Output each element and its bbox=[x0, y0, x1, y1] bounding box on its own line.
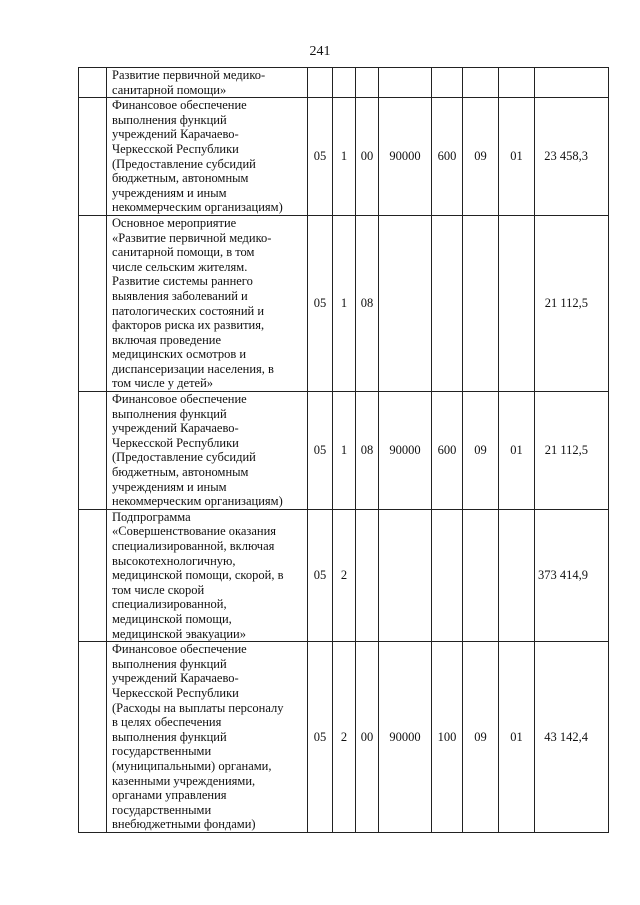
subsection-cell: 01 bbox=[499, 642, 535, 833]
blank-cell bbox=[79, 392, 107, 510]
program-code-cell: 2 bbox=[333, 509, 356, 641]
item-name-line: диспансеризации населения, в bbox=[112, 361, 274, 376]
blank-cell bbox=[79, 642, 107, 833]
subsection-cell bbox=[499, 215, 535, 391]
item-name-line: высокотехнологичную, bbox=[112, 553, 236, 568]
item-name-cell bbox=[107, 215, 308, 391]
expense-type-cell bbox=[432, 509, 463, 641]
item-name-line: Финансовое обеспечение bbox=[112, 642, 247, 657]
item-name-line: числе сельским жителям. bbox=[112, 259, 248, 274]
item-name-line: учреждений Карачаево- bbox=[112, 421, 239, 436]
item-name-line: государственными bbox=[112, 802, 212, 817]
item-name-line: (муниципальными) органами, bbox=[112, 758, 272, 773]
item-name-line: «Совершенствование оказания bbox=[112, 524, 277, 539]
page-number: 241 bbox=[309, 44, 331, 59]
item-name-line: Подпрограмма bbox=[112, 509, 191, 524]
item-name-line: включая проведение bbox=[112, 332, 222, 347]
item-name-line: (Предоставление субсидий bbox=[112, 156, 256, 171]
item-name-line: выполнения функций bbox=[112, 656, 227, 671]
item-name-line: Развитие первичной медико- bbox=[112, 68, 266, 82]
item-name-line: факторов риска их развития, bbox=[112, 318, 265, 333]
amount-cell: 23 458,3 bbox=[535, 98, 609, 216]
item-name-line: учреждениям и иным bbox=[112, 185, 227, 200]
program-code-cell: 1 bbox=[333, 392, 356, 510]
item-name-line: Финансовое обеспечение bbox=[112, 98, 247, 113]
item-name-line: некоммерческим организациям) bbox=[112, 494, 283, 509]
subprogram-code-cell: 00 bbox=[356, 98, 379, 216]
section-cell bbox=[463, 509, 499, 641]
target-code-cell: 90000 bbox=[379, 642, 432, 833]
item-name-line: выполнения функций bbox=[112, 729, 227, 744]
item-name-cell bbox=[107, 98, 308, 216]
item-name-line: выполнения функций bbox=[112, 112, 227, 127]
item-name-line: санитарной помощи, в том bbox=[112, 245, 255, 260]
section-code-cell: 05 bbox=[308, 215, 333, 391]
item-name-line: Черкесской Республики bbox=[112, 435, 239, 450]
subsection-cell bbox=[499, 509, 535, 641]
budget-table bbox=[78, 67, 609, 833]
item-name-line: учреждений Карачаево- bbox=[112, 127, 239, 142]
item-name-line: Финансовое обеспечение bbox=[112, 392, 247, 407]
item-name-line: в целях обеспечения bbox=[112, 715, 222, 730]
item-name-line: Черкесской Республики bbox=[112, 685, 239, 700]
item-name-line: санитарной помощи» bbox=[112, 82, 227, 97]
program-code-cell: 2 bbox=[333, 642, 356, 833]
item-name-line: Развитие системы раннего bbox=[112, 274, 253, 289]
budget-table-body bbox=[79, 68, 609, 833]
item-name-line: Основное мероприятие bbox=[112, 215, 237, 230]
item-name-line: бюджетным, автономным bbox=[112, 171, 249, 186]
table-row bbox=[79, 68, 609, 98]
section-code-cell: 05 bbox=[308, 392, 333, 510]
blank-cell bbox=[79, 509, 107, 641]
table-row bbox=[79, 509, 609, 641]
amount-cell: 21 112,5 bbox=[535, 215, 609, 391]
item-name-line: медицинских осмотров и bbox=[112, 347, 247, 362]
table-row bbox=[79, 98, 609, 216]
expense-type-cell: 600 bbox=[432, 98, 463, 216]
item-name-cell bbox=[107, 509, 308, 641]
item-name-cell bbox=[107, 68, 308, 98]
item-name-line: выполнения функций bbox=[112, 406, 227, 421]
expense-type-cell bbox=[432, 215, 463, 391]
table-row bbox=[79, 642, 609, 833]
blank-cell bbox=[79, 98, 107, 216]
section-code-cell: 05 bbox=[308, 509, 333, 641]
item-name-line: казенными учреждениями, bbox=[112, 773, 256, 788]
expense-type-cell: 100 bbox=[432, 642, 463, 833]
item-name-line: (Расходы на выплаты персоналу bbox=[112, 700, 284, 715]
subprogram-code-cell bbox=[356, 68, 379, 98]
expense-type-cell: 600 bbox=[432, 392, 463, 510]
item-name-line: бюджетным, автономным bbox=[112, 465, 249, 480]
amount-cell: 43 142,4 bbox=[535, 642, 609, 833]
expense-type-cell bbox=[432, 68, 463, 98]
item-name-line: том числе у детей» bbox=[112, 376, 214, 391]
blank-cell bbox=[79, 215, 107, 391]
item-name-line: патологических состояний и bbox=[112, 303, 265, 318]
item-name-line: учреждений Карачаево- bbox=[112, 671, 239, 686]
section-code-cell bbox=[308, 68, 333, 98]
item-name-line: государственными bbox=[112, 744, 212, 759]
subprogram-code-cell: 08 bbox=[356, 215, 379, 391]
amount-cell bbox=[535, 68, 609, 98]
target-code-cell bbox=[379, 215, 432, 391]
subprogram-code-cell: 00 bbox=[356, 642, 379, 833]
item-name-line: медицинской помощи, bbox=[112, 611, 232, 626]
blank-cell bbox=[79, 68, 107, 98]
item-name-line: «Развитие первичной медико- bbox=[112, 230, 272, 245]
section-code-cell: 05 bbox=[308, 98, 333, 216]
target-code-cell: 90000 bbox=[379, 392, 432, 510]
item-name-cell bbox=[107, 392, 308, 510]
section-cell bbox=[463, 68, 499, 98]
item-name-line: некоммерческим организациям) bbox=[112, 200, 283, 215]
item-name-line: внебюджетными фондами) bbox=[112, 817, 256, 832]
amount-cell: 373 414,9 bbox=[535, 509, 609, 641]
table-row bbox=[79, 215, 609, 391]
subprogram-code-cell: 08 bbox=[356, 392, 379, 510]
program-code-cell: 1 bbox=[333, 215, 356, 391]
subsection-cell: 01 bbox=[499, 98, 535, 216]
subsection-cell bbox=[499, 68, 535, 98]
section-cell: 09 bbox=[463, 98, 499, 216]
section-cell bbox=[463, 215, 499, 391]
item-name-line: выявления заболеваний и bbox=[112, 288, 248, 303]
table-row bbox=[79, 392, 609, 510]
item-name-line: учреждениям и иным bbox=[112, 479, 227, 494]
item-name-line: специализированной, bbox=[112, 597, 227, 612]
item-name-line: медицинской помощи, скорой, в bbox=[112, 568, 284, 583]
subsection-cell: 01 bbox=[499, 392, 535, 510]
item-name-line: том числе скорой bbox=[112, 582, 205, 597]
program-code-cell: 1 bbox=[333, 98, 356, 216]
item-name-line: медицинской эвакуации» bbox=[112, 626, 246, 641]
item-name-line: специализированной, включая bbox=[112, 539, 275, 553]
section-code-cell: 05 bbox=[308, 642, 333, 833]
item-name-cell bbox=[107, 642, 308, 833]
target-code-cell bbox=[379, 68, 432, 98]
item-name-line: Черкесской Республики bbox=[112, 141, 239, 156]
target-code-cell bbox=[379, 509, 432, 641]
target-code-cell: 90000 bbox=[379, 98, 432, 216]
program-code-cell bbox=[333, 68, 356, 98]
section-cell: 09 bbox=[463, 392, 499, 510]
subprogram-code-cell bbox=[356, 509, 379, 641]
item-name-line: органами управления bbox=[112, 788, 227, 803]
item-name-line: (Предоставление субсидий bbox=[112, 450, 256, 465]
section-cell: 09 bbox=[463, 642, 499, 833]
amount-cell: 21 112,5 bbox=[535, 392, 609, 510]
